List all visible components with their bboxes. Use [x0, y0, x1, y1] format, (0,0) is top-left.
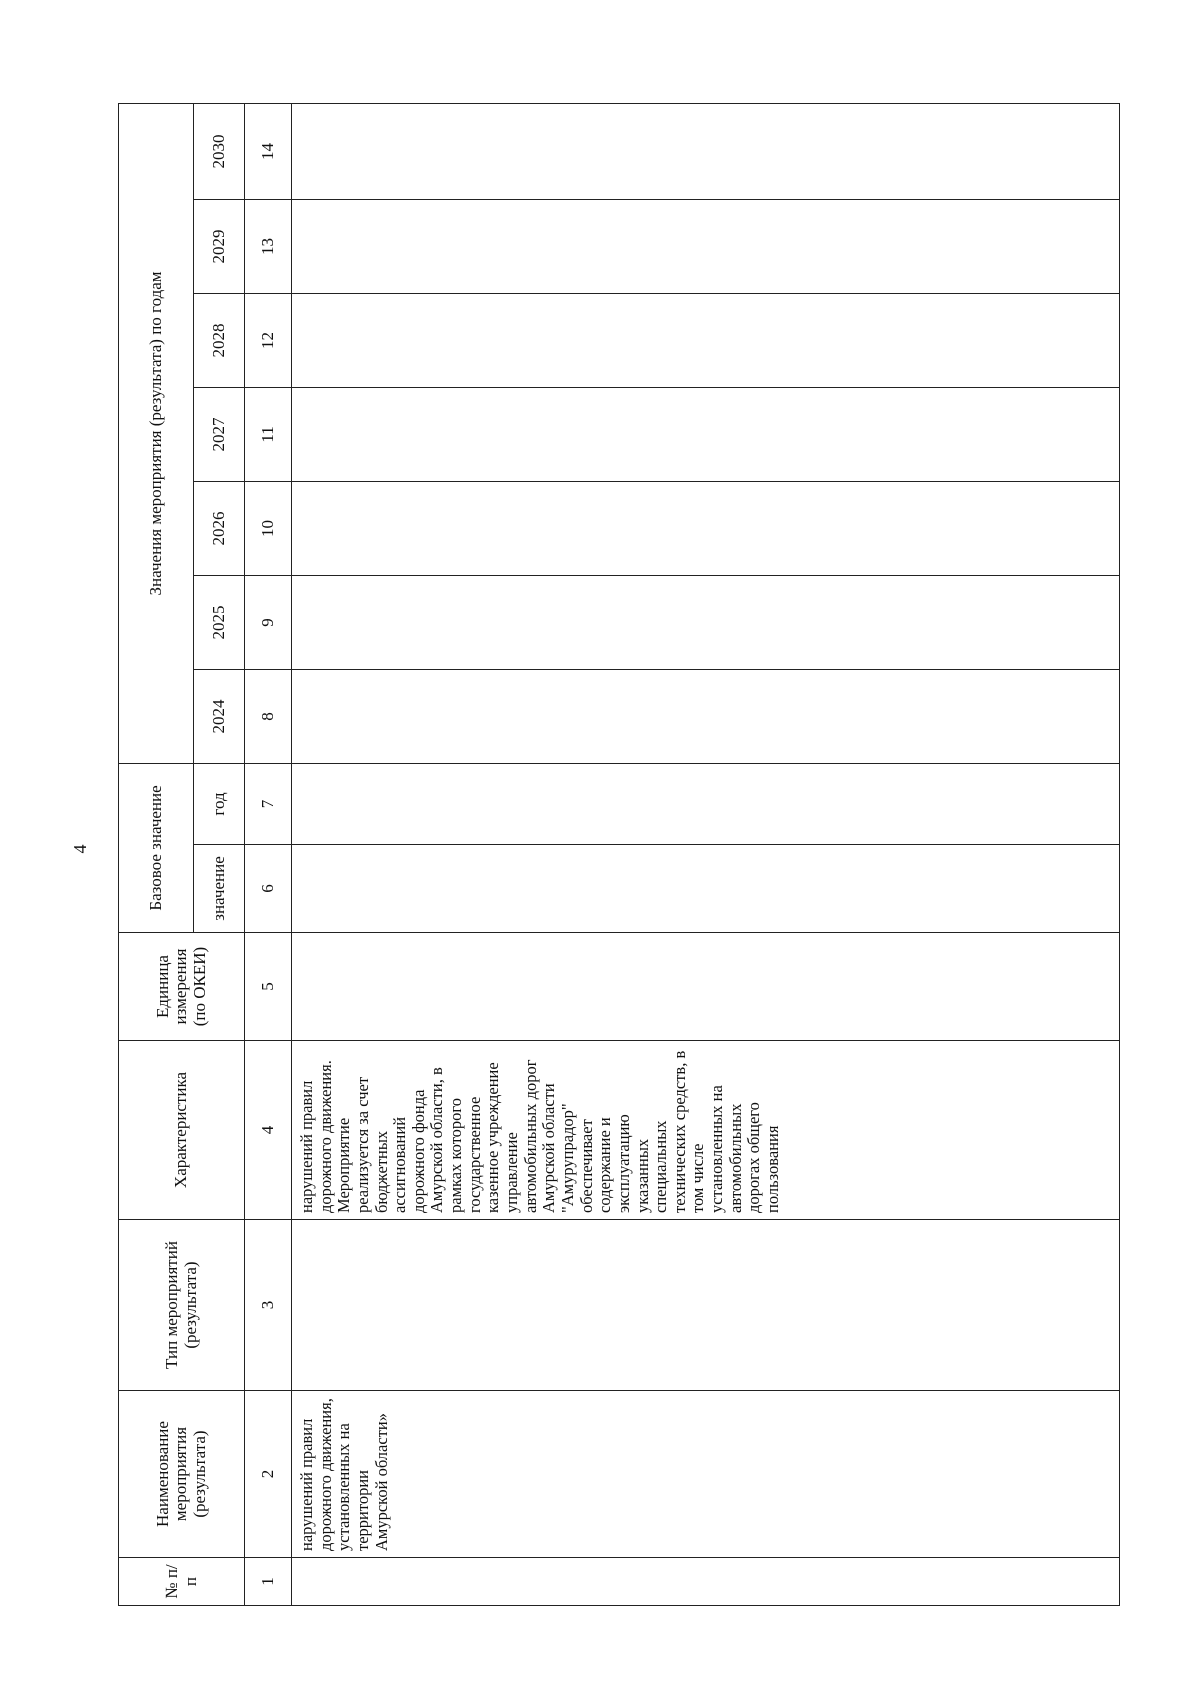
row-base-year-cell: [292, 763, 1120, 844]
column-number: 12: [245, 293, 292, 387]
row-value-cell: [292, 103, 1120, 199]
header-unit: Единица измерения (по ОКЕИ): [119, 933, 245, 1041]
row-value-cell: [292, 481, 1120, 575]
column-number-row: [245, 103, 292, 1605]
column-number: 5: [245, 933, 292, 1041]
table-row: [292, 103, 1120, 1605]
header-base-value: значение: [194, 845, 245, 933]
header-years-group: Значения мероприятия (результата) по годам: [119, 103, 194, 763]
column-number: 8: [245, 669, 292, 763]
header-name: Наименование мероприятия (результата): [119, 1391, 245, 1558]
row-num-cell: [292, 1558, 1120, 1606]
row-base-value-cell: [292, 845, 1120, 933]
column-number: 2: [245, 1391, 292, 1558]
column-number: 10: [245, 481, 292, 575]
row-name-cell: нарушений правил дорожного движения, установленных на территории Амурской области»: [292, 1391, 1120, 1558]
row-value-cell: [292, 293, 1120, 387]
row-type-cell: [292, 1220, 1120, 1391]
header-row: [119, 103, 194, 1605]
column-number: 14: [245, 103, 292, 199]
header-year: 2028: [194, 293, 245, 387]
row-value-cell: [292, 669, 1120, 763]
column-number: 4: [245, 1041, 292, 1220]
header-year: 2030: [194, 103, 245, 199]
header-base-year: год: [194, 763, 245, 844]
header-type: Тип мероприятий (результата): [119, 1220, 245, 1391]
column-number: 11: [245, 387, 292, 481]
column-number: 13: [245, 199, 292, 293]
header-year: 2026: [194, 481, 245, 575]
header-year: 2027: [194, 387, 245, 481]
column-number: 1: [245, 1558, 292, 1606]
column-number: 3: [245, 1220, 292, 1391]
header-year: 2024: [194, 669, 245, 763]
row-value-cell: [292, 199, 1120, 293]
header-year: 2025: [194, 575, 245, 669]
measures-table: [118, 103, 1120, 1606]
page-number: 4: [70, 844, 90, 854]
rotated-table-container: [118, 104, 1120, 1606]
header-base-group: Базовое значение: [119, 763, 194, 932]
row-characteristic-cell: нарушений правил дорожного движения. Мероприятие реализуется за счет бюджетных ассигнований дорожного фонда Амурской области, в рамках которого государственное казенное учреждение управление автомобильных дорог Амурской области "Амурупрадор" обеспечивает содержание и эксплуатацию указанных специальных технических средств, в том числе установленных на автомобильных дорогах общего пользования: [292, 1041, 1120, 1220]
row-value-cell: [292, 575, 1120, 669]
row-value-cell: [292, 387, 1120, 481]
row-unit-cell: [292, 933, 1120, 1041]
column-number: 6: [245, 845, 292, 933]
header-year: 2029: [194, 199, 245, 293]
column-number: 7: [245, 763, 292, 844]
header-characteristic: Характеристика: [119, 1041, 245, 1220]
header-num: № п/п: [119, 1558, 245, 1606]
column-number: 9: [245, 575, 292, 669]
